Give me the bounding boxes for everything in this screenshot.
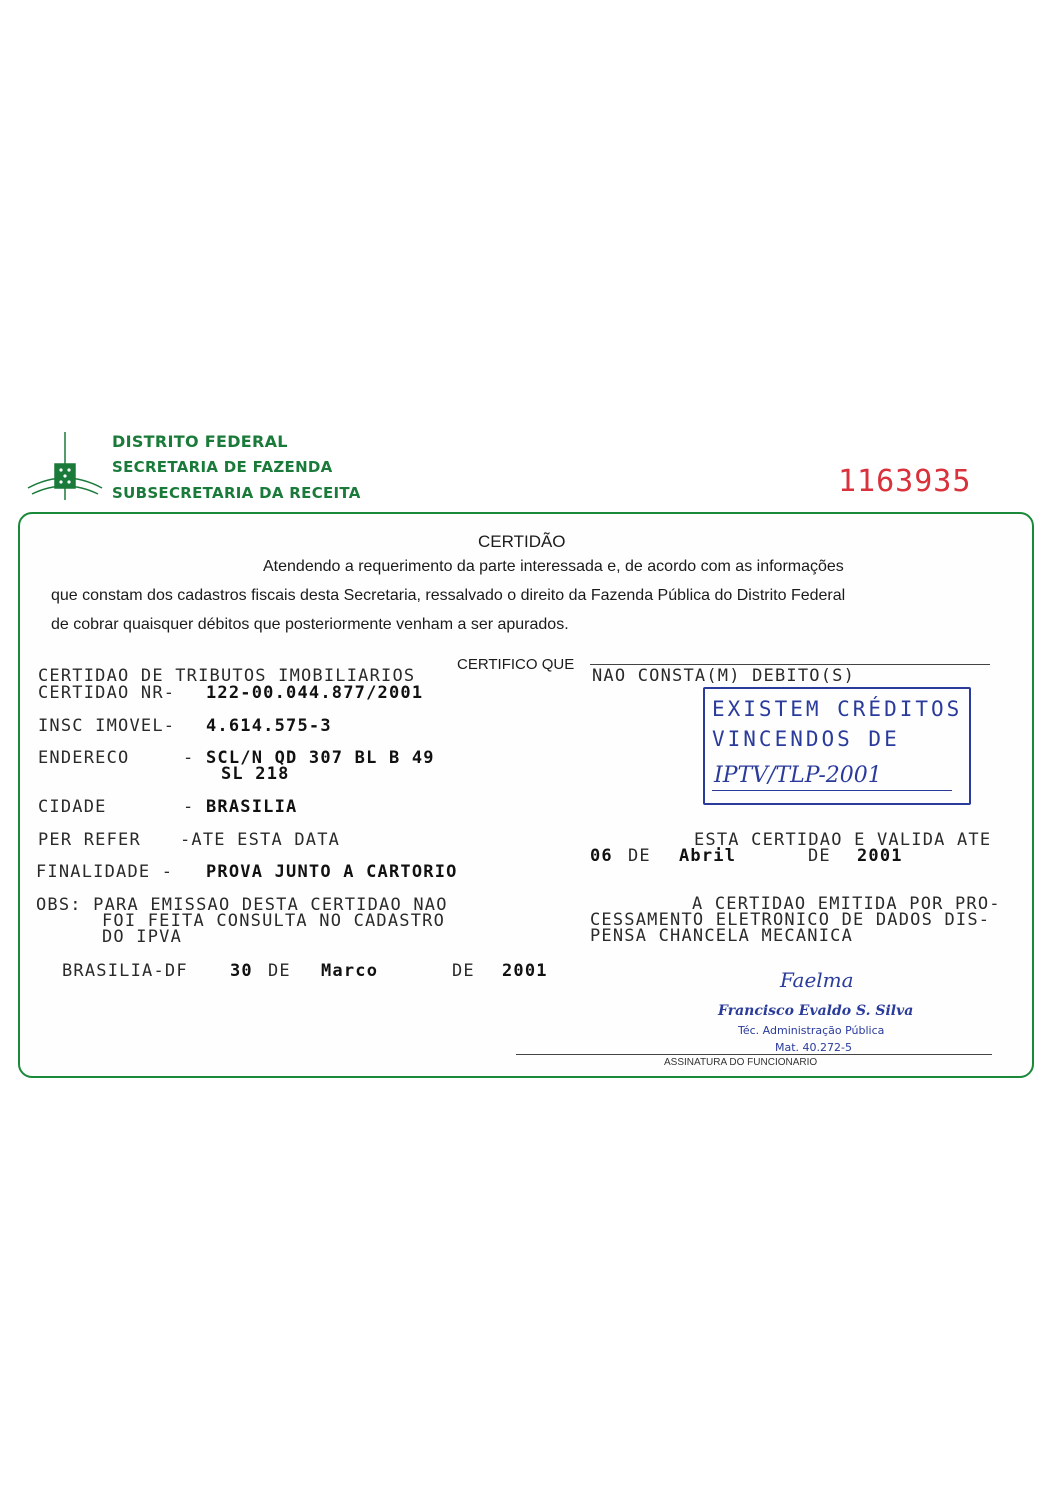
cidade-label: CIDADE [38,797,107,817]
per-refer-value: -ATE ESTA DATA [180,830,341,850]
header-line-1: DISTRITO FEDERAL [112,432,288,451]
intro-paragraph-2: que constam dos cadastros fiscais desta Secretaria, ressalvado o direito da Fazenda Pública do Distrito Federal [51,587,846,604]
endereco-dash: - [183,748,195,768]
finalidade-label: FINALIDADE - [36,862,174,882]
serial-number: 1163935 [838,464,972,499]
emitida-line-2: CESSAMENTO ELETRONICO DE DADOS DIS- [590,910,991,930]
signature-mat: Mat. 40.272-5 [775,1041,852,1054]
validade-month: Abril [679,846,737,866]
emitida-line-3: PENSA CHANCELA MECANICA [590,926,854,946]
local-year: 2001 [502,961,548,981]
obs-line-3: DO IPVA [102,927,183,947]
brasao-logo [26,430,104,504]
stamp-underline [712,790,952,791]
cidade-dash: - [183,797,195,817]
emitida-line-1: A CERTIDAO EMITIDA POR PRO- [692,894,1001,914]
header-line-3: SUBSECRETARIA DA RECEITA [112,484,361,502]
local-city: BRASILIA-DF [62,961,188,981]
intro-paragraph-3: de cobrar quaisquer débitos que posteriormente venham a ser apurados. [51,616,569,633]
signature-role: Téc. Administração Pública [738,1024,885,1037]
nao-consta: NAO CONSTA(M) DEBITO(S) [592,666,856,686]
signature-scribble: Faelma [780,968,854,992]
intro-paragraph-1: Atendendo a requerimento da parte interessada e, de acordo com as informações [263,558,844,575]
validade-day: 06 [590,846,613,866]
finalidade-value: PROVA JUNTO A CARTORIO [206,862,458,882]
insc-imovel-label: INSC IMOVEL- [38,716,176,736]
certifico-que: CERTIFICO QUE [457,656,575,673]
certidao-nr-label: CERTIDAO NR- [38,683,176,703]
signature-line [516,1054,992,1055]
cidade-value: BRASILIA [206,797,298,817]
signature-caption: ASSINATURA DO FUNCIONARIO [664,1057,818,1068]
validade-de-2: DE [808,846,831,866]
local-day: 30 [230,961,253,981]
certifico-underline [590,664,990,665]
local-de-2: DE [452,961,475,981]
header-line-2: SECRETARIA DE FAZENDA [112,458,333,476]
endereco-value-1: SCL/N QD 307 BL B 49 [206,748,435,768]
per-refer-label: PER REFER [38,830,141,850]
certificate-title: CERTIDÃO [478,532,566,551]
stamp-line-2: VINCENDOS DE [712,727,900,751]
validade-de-1: DE [628,846,651,866]
local-month: Marco [321,961,379,981]
validade-year: 2001 [857,846,903,866]
obs-line-1: OBS: PARA EMISSAO DESTA CERTIDAO NAO [36,895,448,915]
validade-label: ESTA CERTIDAO E VALIDA ATE [694,830,992,850]
stamp-handwritten: IPTV/TLP-2001 [714,763,882,788]
obs-line-2: FOI FEITA CONSULTA NO CADASTRO [102,911,446,931]
endereco-label: ENDERECO [38,748,130,768]
stamp-line-1: EXISTEM CRÉDITOS [712,697,963,721]
local-de-1: DE [268,961,291,981]
endereco-value-2: SL 218 [221,764,290,784]
certidao-tipo: CERTIDAO DE TRIBUTOS IMOBILIARIOS [38,666,416,686]
certidao-nr-value: 122-00.044.877/2001 [206,683,424,703]
signature-name: Francisco Evaldo S. Silva [718,1003,914,1019]
insc-imovel-value: 4.614.575-3 [206,716,332,736]
